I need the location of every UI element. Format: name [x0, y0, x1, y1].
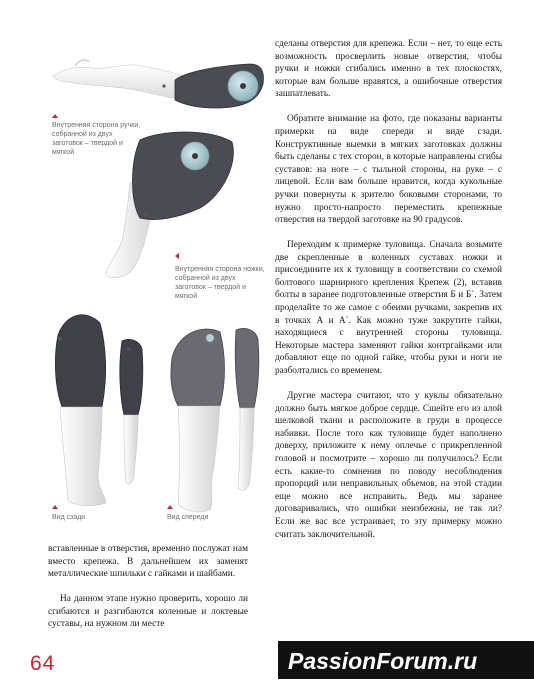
photo-front-view: [160, 318, 270, 523]
paragraph-torso-fitting: Переходим к примерке туловища. Сначала возьмите две скрепленные в коленных суставах ножки и присоедините их к туловищу в соответствии со схемой болтового шарнирного крепления Крепеж (2), вставив болты в заранее подготовленные отверстия Б и Б´. Затем проделайте то же самое с обеими ручками, закрепив их в точках А и А´. Как можно туже закрутите гайки, находящиеся с внутренней стороны туловища. Некоторые мастера заменяют гайки контргайками или добавляют еще по одной гайке, чтобы руки и ноги не разболтались со временем.: [275, 240, 502, 377]
right-text-column: [275, 38, 502, 541]
caption-inner-arm: Внутренняя сторона ручки, собранной из двух заготовок – твердой и мягкой: [52, 122, 141, 156]
watermark-text: PassionForum.ru: [288, 648, 478, 674]
photo-leg-inner: [100, 122, 240, 282]
left-text-column: [48, 543, 248, 631]
photo-back-view: [44, 305, 154, 510]
page-number: 64: [30, 652, 56, 675]
caption-marker-leg: [175, 253, 179, 259]
paragraph-temporary-fasteners: вставленные в отверстия, временно послужат нам вместо крепежа. В дальнейшем их заменят металлические шпильки с гайками и шайбами.: [48, 544, 248, 580]
caption-marker-back: [52, 505, 58, 509]
caption-marker-front: [167, 505, 173, 509]
paragraph-soft-heart: Другие мастера считают, что у куклы обязательно должно быть мягкое доброе сердце. Сшейте его из алой шелковой ткани и расположите в груди в процессе набивки. После того как туловище будет наполнено доверху, приложите к нему оплечье с прикрепленной головой и посмотрите – хорошо ли получилось? Если есть какие-то сомнения по поводу несоблюдения пропорций или неправильных объемов, на этой стадии еще можно все исправить. Ведь мы заранее договаривались, что ошибки неизбежны, не так ли? Если же вас все устраивает, то эту примерку можно считать заключительной.: [275, 391, 502, 540]
caption-back-view: Вид сзади: [52, 514, 86, 521]
paragraph-joint-check: На данном этапе нужно проверить, хорошо ли сгибаются и разгибаются коленные и локтевые суставы, на нужном ли месте: [48, 594, 248, 630]
paragraph-fitting-views: Обратите внимание на фото, где показаны варианты примерки на виде спереди и виде сзади. Конструктивные выемки в мягких заготовках должны быть сделаны с тех сторон, в которые направлены сгибы суставов: на ноге – с тыльной стороны, на руке – с лицевой. Если вам больше нравится, когда кукольные ручки повернуты к зрителю боковыми сторонами, то нужно просто-напросто переместить крепежные отверстия на твердой заготовке на 90 градусов.: [275, 114, 502, 226]
paragraph-holes-continued: сделаны отверстия для крепежа. Если – нет, то еще есть возможность просверлить новые отверстия, чтобы ручки и ножки сгибались именно в тех плоскостях, которые вам больше нравятся, а ошибочные отверстия зашпатлевать.: [275, 39, 502, 100]
caption-front-view: Вид спереди: [167, 514, 209, 521]
photo-arm-inner: [45, 0, 275, 120]
caption-inner-leg: Внутренняя сторона ножки, собранной из двух заготовок – твердой и мягкой: [175, 266, 265, 300]
caption-marker-arm: [52, 114, 58, 118]
